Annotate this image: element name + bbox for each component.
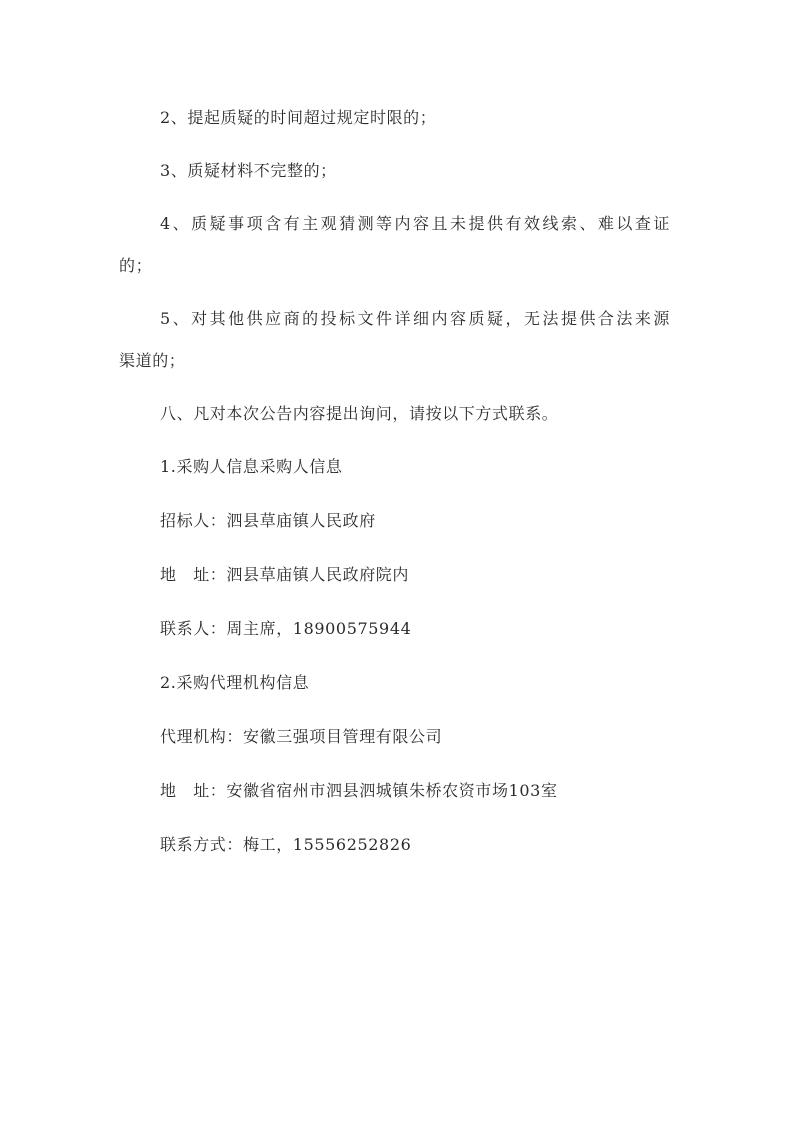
agency-title: 2.采购代理机构信息 — [160, 673, 310, 692]
item-4-line-2: 的； — [119, 256, 153, 275]
agency-name: 代理机构：安徽三强项目管理有限公司 — [160, 727, 443, 746]
item-2: 2、提起质疑的时间超过规定时限的； — [160, 108, 437, 127]
purchaser-name: 招标人：泗县草庙镇人民政府 — [160, 511, 376, 530]
agency-contact: 联系方式：梅工，15556252826 — [160, 835, 412, 854]
item-5-line-1: 5、对其他供应商的投标文件详细内容质疑，无法提供合法来源 — [160, 309, 670, 328]
section-8-heading: 八、凡对本次公告内容提出询问，请按以下方式联系。 — [160, 404, 559, 423]
item-4-line-1: 4、质疑事项含有主观猜测等内容且未提供有效线索、难以查证 — [160, 214, 670, 233]
agency-address: 地 址：安徽省宿州市泗县泗城镇朱桥农资市场103室 — [160, 781, 558, 800]
item-3: 3、质疑材料不完整的； — [160, 161, 337, 180]
item-5-line-2: 渠道的； — [119, 351, 186, 370]
purchaser-contact: 联系人：周主席，18900575944 — [160, 619, 412, 638]
purchaser-address: 地 址：泗县草庙镇人民政府院内 — [160, 565, 410, 584]
purchaser-title: 1.采购人信息采购人信息 — [160, 457, 343, 476]
